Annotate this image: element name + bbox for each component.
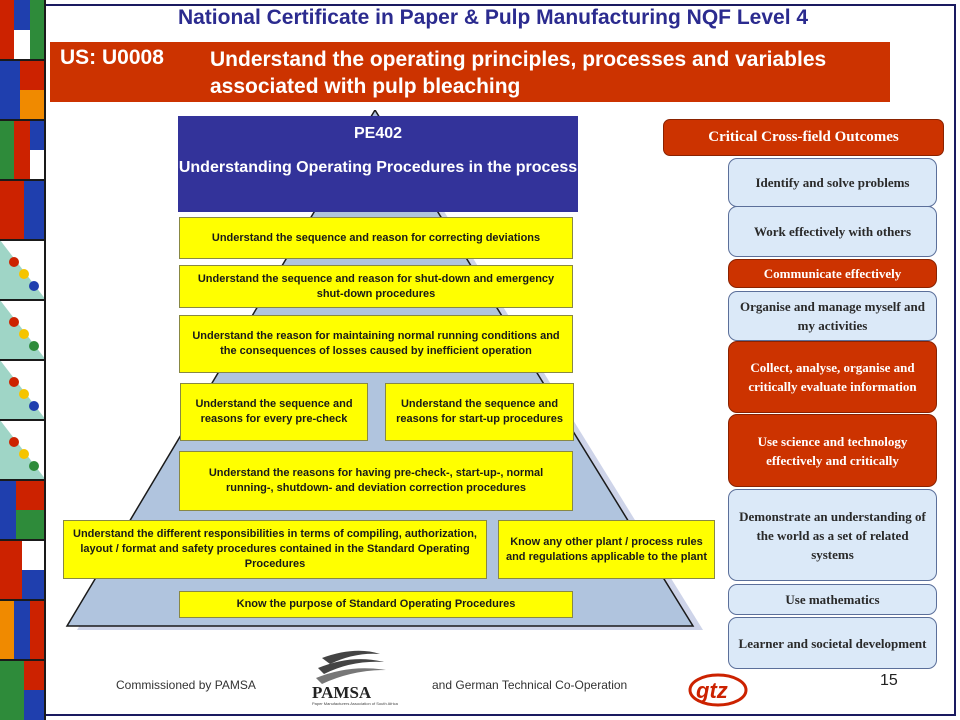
outcomes-header: Critical Cross-field Outcomes: [663, 119, 944, 156]
outcome-communicate: Communicate effectively: [728, 259, 937, 288]
step-procedure-reasons: Understand the reasons for having pre-check-, start-up-, normal running-, shutdown- and deviation correction procedures: [179, 451, 573, 511]
step-start-up: Understand the sequence and reasons for start-up procedures: [385, 383, 574, 441]
footer-commissioned: Commissioned by PAMSA: [116, 678, 256, 692]
outcome-work-with-others: Work effectively with others: [728, 206, 937, 257]
unit-standard-banner: [50, 42, 890, 102]
outcome-learner-development: Learner and societal development: [728, 617, 937, 669]
outcome-related-systems: Demonstrate an understanding of the world as a set of related systems: [728, 489, 937, 581]
gtz-logo: [684, 668, 750, 708]
gtz-logo-text: gtz: [696, 678, 728, 703]
footer-cooperation: and German Technical Co-Operation: [432, 678, 628, 692]
pamsa-logo-subtext: Paper Manufacturers Association of South Africa: [312, 701, 398, 706]
step-purpose-sop: Know the purpose of Standard Operating Procedures: [179, 591, 573, 618]
unit-standard-title: Understand the operating principles, processes and variables associated with pulp bleaching: [210, 48, 827, 98]
outcome-solve-problems: Identify and solve problems: [728, 158, 937, 207]
performance-element-title: Understanding Operating Procedures in the process: [178, 159, 578, 176]
performance-element-box: [178, 116, 578, 212]
outcome-use-science: Use science and technology effectively and critically: [728, 414, 937, 487]
unit-standard-code: US: U0008: [60, 46, 164, 69]
pamsa-logo: [300, 648, 410, 706]
page-number: 15: [880, 672, 898, 689]
step-correcting-deviations: Understand the sequence and reason for correcting deviations: [179, 217, 573, 259]
outcome-collect-information: Collect, analyse, organise and critically evaluate information: [728, 341, 937, 413]
step-normal-running: Understand the reason for maintaining normal running conditions and the consequences of losses caused by inefficient operation: [179, 315, 573, 373]
page-title: National Certificate in Paper & Pulp Manufacturing NQF Level 4: [177, 6, 809, 29]
step-shutdown-procedures: Understand the sequence and reason for shut-down and emergency shut-down procedures: [179, 265, 573, 308]
performance-element-code: PE402: [353, 125, 403, 142]
outcome-mathematics: Use mathematics: [728, 584, 937, 615]
step-responsibilities: Understand the different responsibilities in terms of compiling, authorization, layout / format and safety procedures contained in the Standard Operating Procedures: [63, 520, 487, 579]
step-pre-check: Understand the sequence and reasons for every pre-check: [180, 383, 368, 441]
decorative-stripe: [0, 0, 46, 720]
pamsa-logo-text: PAMSA: [312, 683, 372, 702]
outcome-organise: Organise and manage myself and my activities: [728, 291, 937, 341]
step-plant-rules: Know any other plant / process rules and regulations applicable to the plant: [498, 520, 715, 579]
